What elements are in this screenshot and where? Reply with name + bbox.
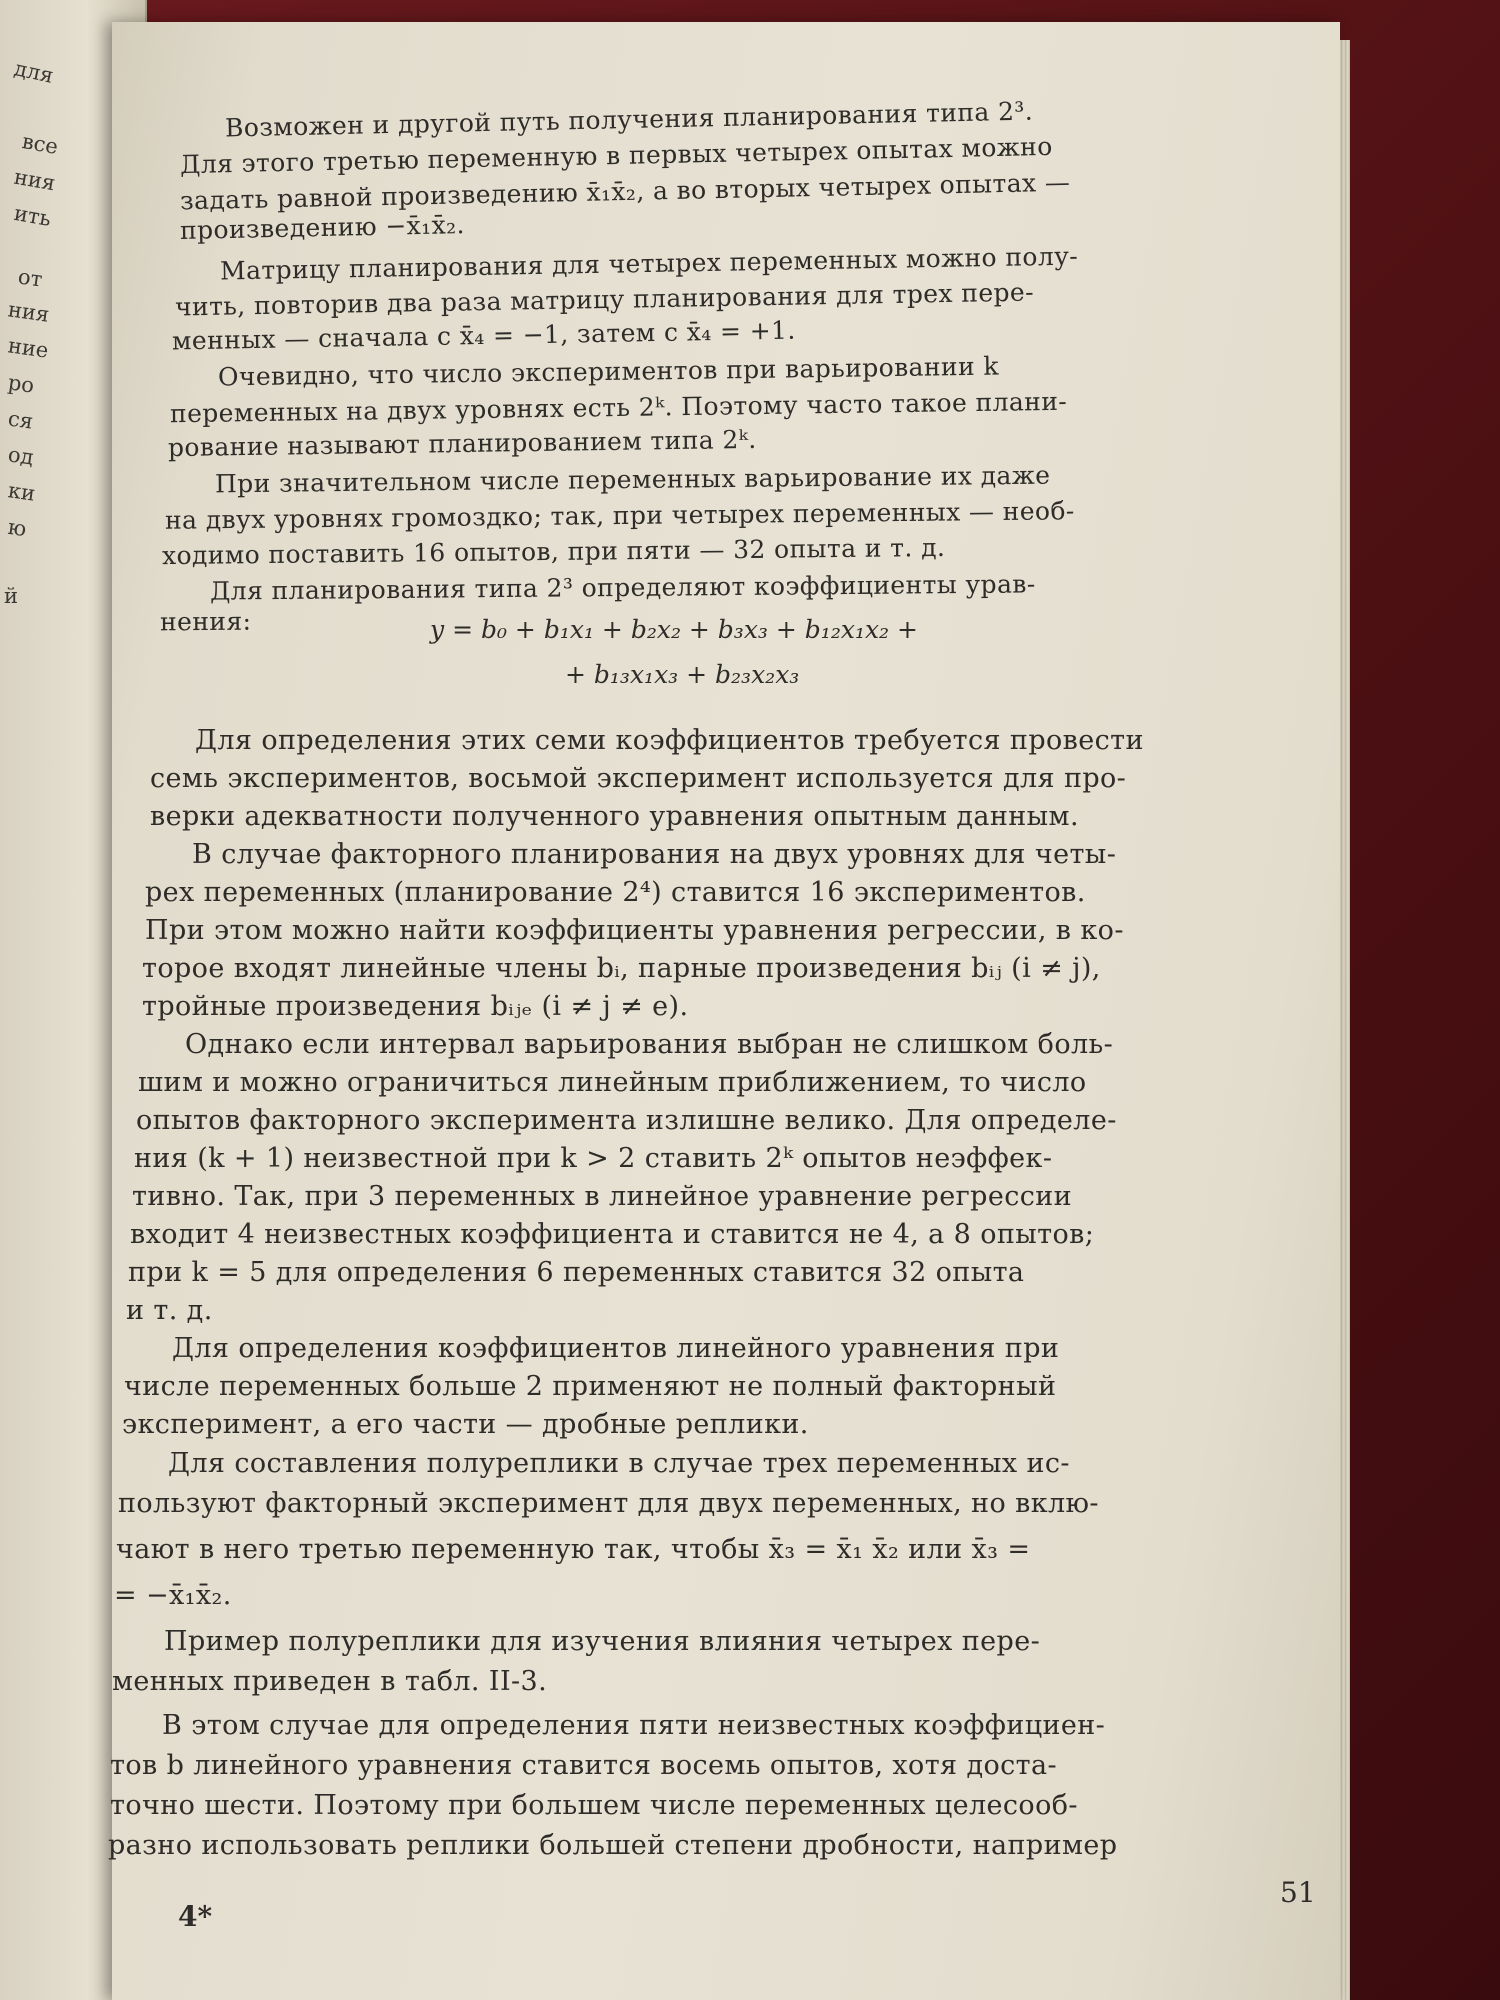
left-fragment: ние	[6, 333, 50, 363]
text-line: ходимо поставить 16 опытов, при пяти — 32 опыта и т. д.	[161, 532, 946, 571]
left-fragment: ния	[6, 297, 51, 327]
text-line: Для планирования типа 2³ определяют коэффициенты урав-	[209, 569, 1036, 606]
left-fragment: од	[6, 442, 36, 470]
text-line: разно использовать реплики большей степени дробности, например	[108, 1830, 1118, 1861]
left-fragment: от	[16, 264, 44, 292]
text-line: опытов факторного эксперимента излишне велико. Для определе-	[136, 1105, 1117, 1136]
text-line: точно шести. Поэтому при большем числе переменных целесооб-	[110, 1790, 1078, 1821]
text-line: переменных на двух уровнях есть 2ᵏ. Поэтому часто такое плани-	[169, 386, 1068, 429]
text-line: Для определения этих семи коэффициентов требуется провести	[195, 725, 1144, 756]
text-line: и т. д.	[126, 1295, 213, 1326]
text-line: тивно. Так, при 3 переменных в линейное уравнение регрессии	[132, 1181, 1073, 1212]
text-line: пользуют факторный эксперимент для двух переменных, но вклю-	[118, 1488, 1099, 1519]
left-fragment: ния	[12, 164, 58, 196]
text-line: эксперимент, а его части — дробные реплики.	[122, 1409, 809, 1440]
text-line: семь экспериментов, восьмой эксперимент используется для про-	[150, 763, 1127, 794]
text-line: В этом случае для определения пяти неизвестных коэффициен-	[162, 1710, 1106, 1741]
text-line: Матрицу планирования для четырех переменных можно полу-	[219, 241, 1079, 286]
regression-formula-line-2: + b₁₃x₁x₃ + b₂₃x₂x₃	[565, 660, 800, 689]
text-line: входит 4 неизвестных коэффициента и ставится не 4, а 8 опытов;	[130, 1219, 1095, 1250]
text-line: торое входят линейные члены bᵢ, парные произведения bᵢⱼ (i ≠ j),	[142, 953, 1101, 984]
left-fragment: все	[20, 129, 60, 159]
left-fragment: для	[12, 56, 56, 88]
text-line: чают в него третью переменную так, чтобы x̄₃ = x̄₁ x̄₂ или x̄₃ =	[116, 1534, 1031, 1565]
text-line: В случае факторного планирования на двух уровнях для четы-	[192, 839, 1117, 870]
text-line: на двух уровнях громоздко; так, при четырех переменных — необ-	[164, 496, 1075, 535]
left-fragment: ся	[6, 406, 35, 434]
text-line: при k = 5 для определения 6 переменных ставится 32 опыта	[128, 1257, 1025, 1288]
text-line: ния (k + 1) неизвестной при k > 2 ставить 2ᵏ опытов неэффек-	[134, 1143, 1053, 1174]
text-line: Для составления полуреплики в случае трех переменных ис-	[168, 1448, 1070, 1479]
text-line: При этом можно найти коэффициенты уравнения регрессии, в ко-	[145, 915, 1124, 946]
text-line: тов b линейного уравнения ставится восемь опытов, хотя доста-	[110, 1750, 1058, 1781]
text-line: При значительном числе переменных варьирование их даже	[214, 460, 1051, 499]
regression-formula-line-1: y = b₀ + b₁x₁ + b₂x₂ + b₃x₃ + b₁₂x₁x₂ +	[430, 615, 918, 644]
text-line: верки адекватности полученного уравнения опытным данным.	[150, 801, 1079, 832]
text-line: рование называют планированием типа 2ᵏ.	[167, 424, 757, 463]
text-line: менных — сначала с x̄₄ = −1, затем с x̄₄ = +1.	[171, 315, 796, 356]
text-line: = −x̄₁x̄₂.	[114, 1580, 232, 1611]
text-line: нения:	[159, 606, 252, 637]
signature-mark: 4*	[178, 1900, 213, 1933]
left-fragment: ю	[6, 514, 28, 542]
text-line: произведению −x̄₁x̄₂.	[179, 210, 466, 245]
text-line: числе переменных больше 2 применяют не полный факторный	[124, 1371, 1057, 1402]
text-line: задать равной произведению x̄₁x̄₂, а во вторых четырех опытах —	[179, 167, 1071, 216]
text-line: Для определения коэффициентов линейного уравнения при	[172, 1333, 1060, 1364]
left-fragment: ить	[12, 200, 53, 232]
text-line: Очевидно, что число экспериментов при варьировании k	[217, 351, 1000, 392]
page-number: 51	[1280, 1876, 1316, 1909]
text-line: Для этого третью переменную в первых четырех опытах можно	[179, 131, 1053, 180]
text-line: Пример полуреплики для изучения влияния четырех пере-	[164, 1626, 1041, 1657]
text-line: шим и можно ограничиться линейным приближением, то число	[138, 1067, 1087, 1098]
left-fragment: й	[4, 584, 18, 608]
text-line: менных приведен в табл. II-3.	[112, 1666, 548, 1697]
text-line: чить, повторив два раза матрицу планирования для трех пере-	[174, 277, 1035, 322]
left-fragment: ро	[6, 370, 36, 398]
left-fragment: ки	[6, 478, 37, 506]
text-line: рех переменных (планирование 2⁴) ставится 16 экспериментов.	[145, 877, 1086, 908]
text-line: тройные произведения bᵢⱼₑ (i ≠ j ≠ e).	[142, 991, 689, 1022]
text-line: Однако если интервал варьирования выбран не слишком боль-	[185, 1029, 1114, 1060]
text-line: Возможен и другой путь получения планирования типа 2³.	[224, 96, 1034, 143]
